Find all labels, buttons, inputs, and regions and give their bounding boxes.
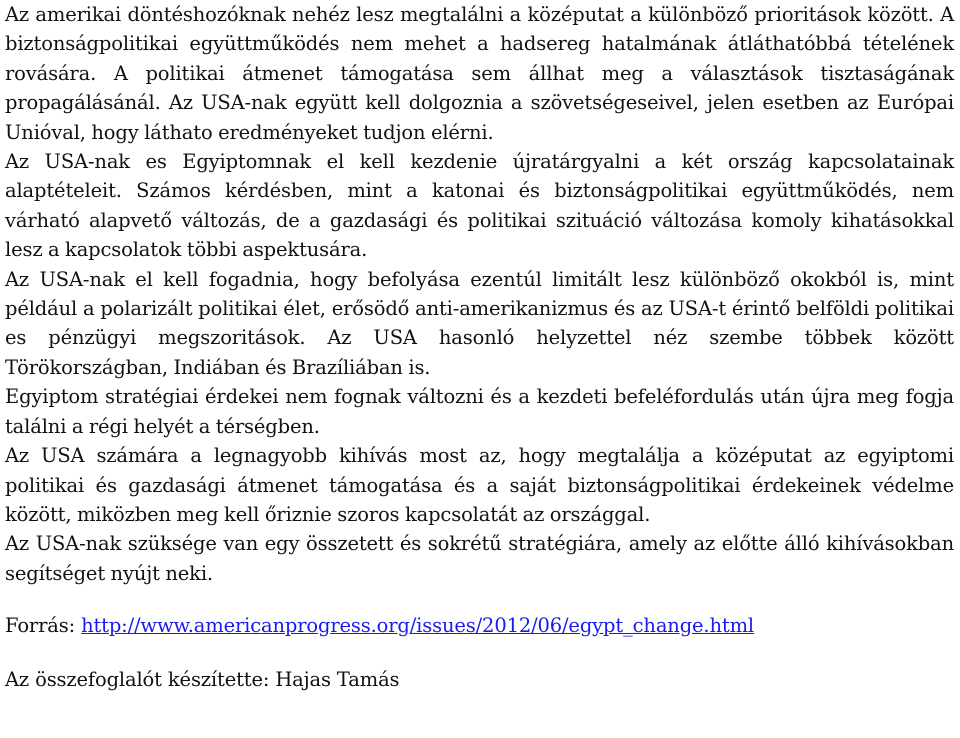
- paragraph-2: Az USA-nak es Egyiptomnak el kell kezdenie újratárgyalni a két ország kapcsolatainak alaptételeit. Számos kérdésben, mint a katonai és biztonságpolitikai együttműködés, nem várható alapvető változás, de a gazdasági és politikai szituáció változása komoly kihatásokkal lesz a kapcsolatok többi aspektusára.: [5, 150, 954, 262]
- paragraph-3: Az USA-nak el kell fogadnia, hogy befolyása ezentúl limitált lesz különböző okokból is, mint például a polarizált politikai élet, erősödő anti-amerikanizmus és az USA-t érintő belföldi politikai es pénzügyi megszoritások. Az USA hasonló helyzettel néz szembe többek között Törökországban, Indiában és Brazíliában is.: [5, 267, 954, 379]
- paragraph-4: Egyiptom stratégiai érdekei nem fognak változni és a kezdeti befeléfordulás után újra meg fogja találni a régi helyét a térségben.: [5, 385, 954, 438]
- source-line: [5, 611, 954, 640]
- author-line: Az összefoglalót készítette: Hajas Tamás: [5, 667, 400, 691]
- source-label: Forrás:: [5, 614, 82, 638]
- paragraph-6: Az USA-nak szüksége van egy összetett és sokrétű stratégiára, amely az előtte álló kihívásokban segítséget nyújt neki.: [5, 532, 954, 585]
- paragraph-5: Az USA számára a legnagyobb kihívás most az, hogy megtalálja a középutat az egyiptomi politikai és gazdasági átmenet támogatása és a saját biztonságpolitikai érdekeinek védelme között, miközben meg kell őriznie szoros kapcsolatát az országgal.: [5, 444, 954, 526]
- source-link[interactable]: http://www.americanprogress.org/issues/2012/06/egypt_change.html: [81, 614, 755, 638]
- paragraph-1: Az amerikai döntéshozóknak nehéz lesz megtalálni a középutat a különböző prioritások között. A biztonságpolitikai együttműködés nem mehet a hadsereg hatalmának átláthatóbbá tételének rovására. A politikai átmenet támogatása sem állhat meg a választások tisztaságának propagálásánál. Az USA-nak együtt kell dolgoznia a szövetségeseivel, jelen esetben az Európai Unióval, hogy láthato eredményeket tudjon elérni.: [5, 3, 954, 144]
